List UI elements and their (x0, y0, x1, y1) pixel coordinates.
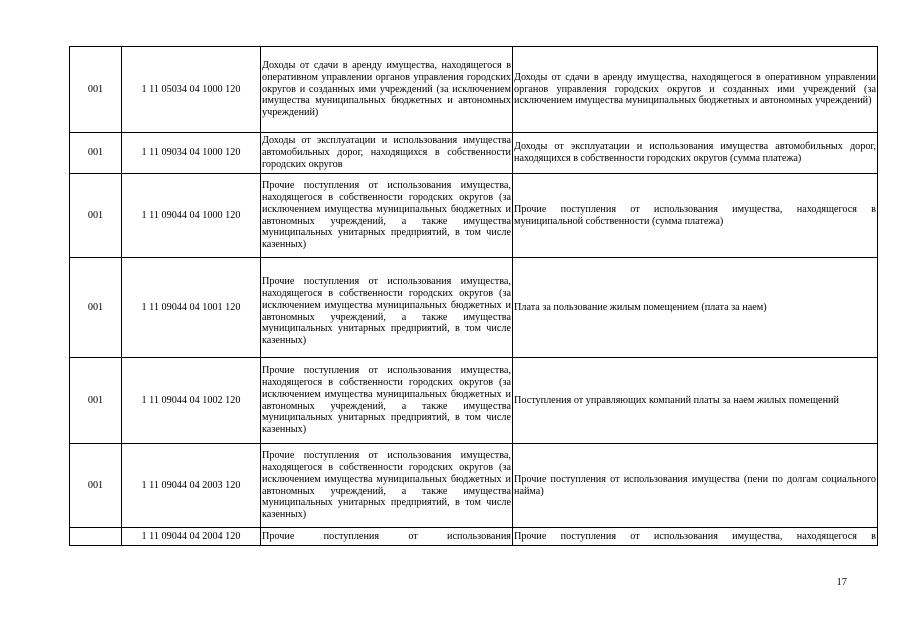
admin-code-cell (70, 528, 122, 546)
table-row (70, 174, 878, 258)
revenue-description-cell: Прочие поступления от использования имущества, находящегося в (513, 528, 878, 546)
revenue-code-cell: 1 11 05034 04 1000 120 (122, 47, 261, 133)
table-row (70, 528, 878, 546)
admin-code-cell: 001 (70, 174, 122, 258)
revenue-name-cell: Прочие поступления от использования имущества, находящегося в собственности городских округов (за исключением имущества муниципальных бюджетных и автономных учреждений, а также имущества муниципальных унитарных предприятий, в том числе казенных) (261, 444, 513, 528)
revenue-code-cell: 1 11 09044 04 1002 120 (122, 358, 261, 444)
revenue-name-cell: Доходы от эксплуатации и использования имущества автомобильных дорог, находящихся в собственности городских округов (261, 133, 513, 174)
admin-code-cell: 001 (70, 133, 122, 174)
revenue-code-cell: 1 11 09044 04 1000 120 (122, 174, 261, 258)
revenue-code-cell: 1 11 09044 04 2003 120 (122, 444, 261, 528)
revenue-description-cell: Прочие поступления от использования имущества (пени по долгам социального найма) (513, 444, 878, 528)
revenue-code-cell: 1 11 09044 04 2004 120 (122, 528, 261, 546)
admin-code-cell: 001 (70, 47, 122, 133)
revenue-code-cell: 1 11 09034 04 1000 120 (122, 133, 261, 174)
revenue-name-cell: Прочие поступления от использования имущества, находящегося в собственности городских округов (за исключением имущества муниципальных бюджетных и автономных учреждений, а также имущества муниципальных унитарных предприятий, в том числе казенных) (261, 174, 513, 258)
revenue-name-cell: Прочие поступления от использования имущества, находящегося в собственности городских округов (за исключением имущества муниципальных бюджетных и автономных учреждений, а также имущества муниципальных унитарных предприятий, в том числе казенных) (261, 258, 513, 358)
admin-code-cell: 001 (70, 258, 122, 358)
admin-code-cell: 001 (70, 444, 122, 528)
revenue-name-cell: Прочие поступления от использования имущества, находящегося в собственности городских округов (за исключением имущества муниципальных бюджетных и автономных учреждений, а также имущества муниципальных унитарных предприятий, в том числе казенных) (261, 358, 513, 444)
revenue-description-cell: Прочие поступления от использования имущества, находящегося в муниципальной собственности (сумма платежа) (513, 174, 878, 258)
revenue-description-cell: Плата за пользование жилым помещением (плата за наем) (513, 258, 878, 358)
table-row (70, 258, 878, 358)
revenue-description-cell: Доходы от сдачи в аренду имущества, находящегося в оперативном управлении органов управления городских округов и созданных ими учреждений (за исключением имущества муниципальных бюджетных и автономных учреждений) (513, 47, 878, 133)
budget-revenue-table (69, 46, 878, 546)
page-number: 17 (836, 577, 847, 588)
table-row (70, 358, 878, 444)
revenue-name-cell: Прочие поступления от использования (261, 528, 513, 546)
revenue-code-cell: 1 11 09044 04 1001 120 (122, 258, 261, 358)
table-row (70, 47, 878, 133)
table-row (70, 133, 878, 174)
revenue-name-cell: Доходы от сдачи в аренду имущества, находящегося в оперативном управлении органов управления городских округов и созданных ими учреждений (за исключением имущества муниципальных бюджетных и автономных учреждений) (261, 47, 513, 133)
revenue-description-cell: Поступления от управляющих компаний платы за наем жилых помещений (513, 358, 878, 444)
revenue-description-cell: Доходы от эксплуатации и использования имущества автомобильных дорог, находящихся в собственности городских округов (сумма платежа) (513, 133, 878, 174)
admin-code-cell: 001 (70, 358, 122, 444)
table-row (70, 444, 878, 528)
